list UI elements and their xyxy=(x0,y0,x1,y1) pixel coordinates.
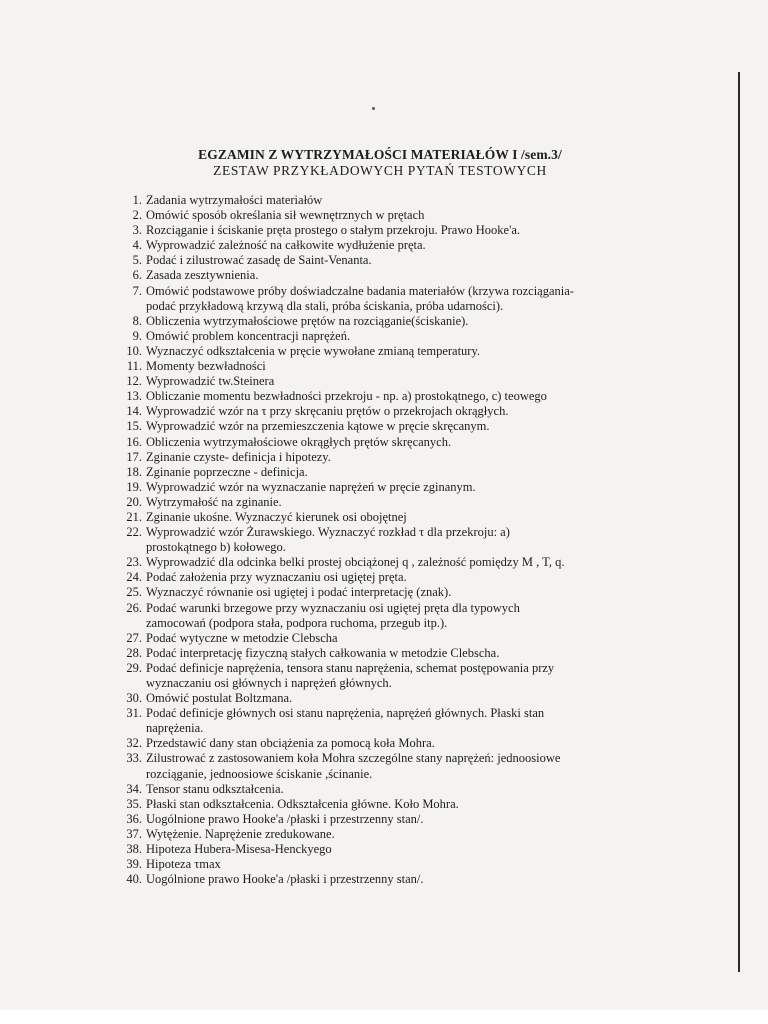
question-number: 26. xyxy=(126,600,142,615)
question-item xyxy=(120,555,650,570)
question-text-continuation: podać przykładową krzywą dla stali, próba ściskania, próba udarności). xyxy=(146,298,504,313)
question-text: Wyprowadzić zależność na całkowite wydłużenie pręta. xyxy=(146,238,426,253)
question-item xyxy=(120,646,650,661)
question-text: Podać warunki brzegowe przy wyznaczaniu osi ugiętej pręta dla typowych xyxy=(146,600,520,615)
question-number: 36. xyxy=(126,811,142,826)
question-item xyxy=(120,570,650,585)
question-item xyxy=(120,284,650,314)
question-number: 22. xyxy=(126,525,142,540)
question-text: Uogólnione prawo Hooke'a /płaski i przestrzenny stan/. xyxy=(146,872,424,887)
question-item xyxy=(120,419,650,434)
question-number: 30. xyxy=(126,691,142,706)
question-text: Podać założenia przy wyznaczaniu osi ugiętej pręta. xyxy=(146,570,407,585)
question-text: Wyprowadzić dla odcinka belki prostej obciążonej q , zależność pomiędzy M , T, q. xyxy=(146,555,565,570)
question-item xyxy=(120,480,650,495)
question-number: 21. xyxy=(126,509,142,524)
question-number: 8. xyxy=(132,313,142,328)
question-number: 7. xyxy=(132,283,142,298)
question-number: 39. xyxy=(126,857,142,872)
document-title: EGZAMIN Z WYTRZYMAŁOŚCI MATERIAŁÓW I /sem.3/ xyxy=(198,147,562,162)
question-item xyxy=(120,223,650,238)
question-text: Wytrzymałość na zginanie. xyxy=(146,494,282,509)
question-item xyxy=(120,268,650,283)
question-number: 5. xyxy=(132,253,142,268)
question-number: 23. xyxy=(126,555,142,570)
question-text: Podać i zilustrować zasadę de Saint-Venanta. xyxy=(146,253,372,268)
question-item xyxy=(120,208,650,223)
question-number: 10. xyxy=(126,343,142,358)
page-edge-line xyxy=(738,72,740,972)
question-list xyxy=(120,193,650,887)
question-number: 17. xyxy=(126,449,142,464)
question-number: 6. xyxy=(132,268,142,283)
question-item xyxy=(120,389,650,404)
question-item xyxy=(120,193,650,208)
question-number: 13. xyxy=(126,389,142,404)
question-item xyxy=(120,344,650,359)
question-number: 3. xyxy=(132,223,142,238)
question-text: Omówić problem koncentracji naprężeń. xyxy=(146,328,351,343)
question-item xyxy=(120,374,650,389)
question-number: 37. xyxy=(126,826,142,841)
question-text: Hipoteza τmax xyxy=(146,857,221,872)
question-text: Wyznaczyć równanie osi ugiętej i podać interpretację (znak). xyxy=(146,585,452,600)
question-text: Zadania wytrzymałości materiałów xyxy=(146,193,323,207)
question-text-continuation: wyznaczaniu osi głównych i naprężeń głównych. xyxy=(146,676,392,690)
question-number: 14. xyxy=(126,404,142,419)
question-number: 31. xyxy=(126,706,142,721)
question-item xyxy=(120,736,650,751)
question-text-continuation: rozciąganie, jednoosiowe ściskanie ,ścinanie. xyxy=(146,766,373,781)
question-text: Wytężenie. Naprężenie zredukowane. xyxy=(146,826,335,841)
question-number: 32. xyxy=(126,736,142,751)
question-text: Omówić sposób określania sił wewnętrznych w prętach xyxy=(146,208,425,223)
question-item xyxy=(120,631,650,646)
question-item xyxy=(120,465,650,480)
question-item xyxy=(120,585,650,600)
question-item xyxy=(120,857,650,872)
question-item xyxy=(120,842,650,857)
question-number: 38. xyxy=(126,842,142,857)
question-number: 11. xyxy=(126,359,142,374)
question-text: Zginanie ukośne. Wyznaczyć kierunek osi obojętnej xyxy=(146,509,407,524)
question-text: Wyprowadzić wzór na τ przy skręcaniu prętów o przekrojach okrągłych. xyxy=(146,404,509,419)
question-item xyxy=(120,435,650,450)
question-text: Obliczenia wytrzymałościowe prętów na rozciąganie(ściskanie). xyxy=(146,313,469,328)
question-number: 16. xyxy=(126,434,142,449)
question-text: Tensor stanu odkształcenia. xyxy=(146,781,284,796)
question-text: Podać definicje głównych osi stanu naprężenia, naprężeń głównych. Płaski stan xyxy=(146,706,545,721)
question-text: Wyprowadzić wzór Żurawskiego. Wyznaczyć rozkład τ dla przekroju: a) xyxy=(146,525,510,540)
question-item xyxy=(120,797,650,812)
question-text: Omówić podstawowe próby doświadczalne badania materiałów (krzywa rozciągania- xyxy=(146,283,574,298)
question-text-continuation: zamocowań (podpora stała, podpora ruchoma, przegub itp.). xyxy=(146,615,448,630)
question-text: Wyznaczyć odkształcenia w pręcie wywołane zmianą temperatury. xyxy=(146,343,481,358)
question-item xyxy=(120,706,650,736)
question-item xyxy=(120,450,650,465)
question-text: Obliczenia wytrzymałościowe okrągłych prętów skręcanych. xyxy=(146,434,452,449)
question-number: 25. xyxy=(126,585,142,600)
question-text: Przedstawić dany stan obciążenia za pomocą koła Mohra. xyxy=(146,736,435,751)
question-item xyxy=(120,510,650,525)
question-item xyxy=(120,812,650,827)
question-item xyxy=(120,238,650,253)
question-number: 34. xyxy=(126,781,142,796)
question-number: 9. xyxy=(132,328,142,343)
question-number: 27. xyxy=(126,630,142,645)
question-number: 12. xyxy=(126,374,142,389)
question-number: 40. xyxy=(126,872,142,887)
question-text: Podać wytyczne w metodzie Clebscha xyxy=(146,630,338,645)
question-text: Uogólnione prawo Hooke'a /płaski i przestrzenny stan/. xyxy=(146,811,424,826)
question-number: 20. xyxy=(126,494,142,509)
question-number: 19. xyxy=(126,479,142,494)
question-number: 24. xyxy=(126,570,142,585)
question-text: Omówić postulat Boltzmana. xyxy=(146,691,293,706)
question-text-continuation: prostokątnego b) kołowego. xyxy=(146,540,286,555)
question-number: 4. xyxy=(132,238,142,253)
scan-speck xyxy=(372,107,375,110)
question-item xyxy=(120,495,650,510)
scan-bottom-margin xyxy=(0,1010,768,1024)
question-text: Podać definicje naprężenia, tensora stanu naprężenia, schemat postępowania przy xyxy=(146,660,555,675)
question-item xyxy=(120,404,650,419)
question-number: 15. xyxy=(126,419,142,434)
question-number: 2. xyxy=(132,208,142,223)
question-text: Wyprowadzić tw.Steinera xyxy=(146,374,275,389)
question-item xyxy=(120,827,650,842)
question-text: Wyprowadzić wzór na wyznaczanie naprężeń w pręcie zginanym. xyxy=(146,479,476,494)
document-subtitle: ZESTAW PRZYKŁADOWYCH PYTAŃ TESTOWYCH xyxy=(213,163,547,178)
question-number: 28. xyxy=(126,645,142,660)
question-text: Hipoteza Hubera-Misesa-Henckyego xyxy=(146,842,332,857)
question-item xyxy=(120,253,650,268)
question-text-continuation: naprężenia. xyxy=(146,721,204,736)
question-item xyxy=(120,872,650,887)
question-item xyxy=(120,691,650,706)
question-text: Zasada zesztywnienia. xyxy=(146,268,259,283)
question-number: 1. xyxy=(132,193,142,207)
question-item xyxy=(120,329,650,344)
question-number: 29. xyxy=(126,660,142,675)
question-number: 35. xyxy=(126,796,142,811)
question-number: 33. xyxy=(126,751,142,766)
question-number: 18. xyxy=(126,464,142,479)
question-item xyxy=(120,751,650,781)
question-text: Zginanie poprzeczne - definicja. xyxy=(146,464,308,479)
question-text: Podać interpretację fizyczną stałych całkowania w metodzie Clebscha. xyxy=(146,645,500,660)
question-item xyxy=(120,314,650,329)
question-text: Wyprowadzić wzór na przemieszczenia kątowe w pręcie skręcanym. xyxy=(146,419,490,434)
question-text: Zginanie czyste- definicja i hipotezy. xyxy=(146,449,331,464)
question-text: Obliczanie momentu bezwładności przekroju - np. a) prostokątnego, c) teowego xyxy=(146,389,547,404)
question-text: Momenty bezwładności xyxy=(146,359,266,374)
question-text: Zilustrować z zastosowaniem koła Mohra szczególne stany naprężeń: jednoosiowe xyxy=(146,751,561,766)
question-item xyxy=(120,782,650,797)
question-item xyxy=(120,601,650,631)
question-text: Płaski stan odkształcenia. Odkształcenia główne. Koło Mohra. xyxy=(146,796,459,811)
question-text: Rozciąganie i ściskanie pręta prostego o stałym przekroju. Prawo Hooke'a. xyxy=(146,223,521,238)
question-item xyxy=(120,359,650,374)
question-item xyxy=(120,525,650,555)
question-item xyxy=(120,661,650,691)
